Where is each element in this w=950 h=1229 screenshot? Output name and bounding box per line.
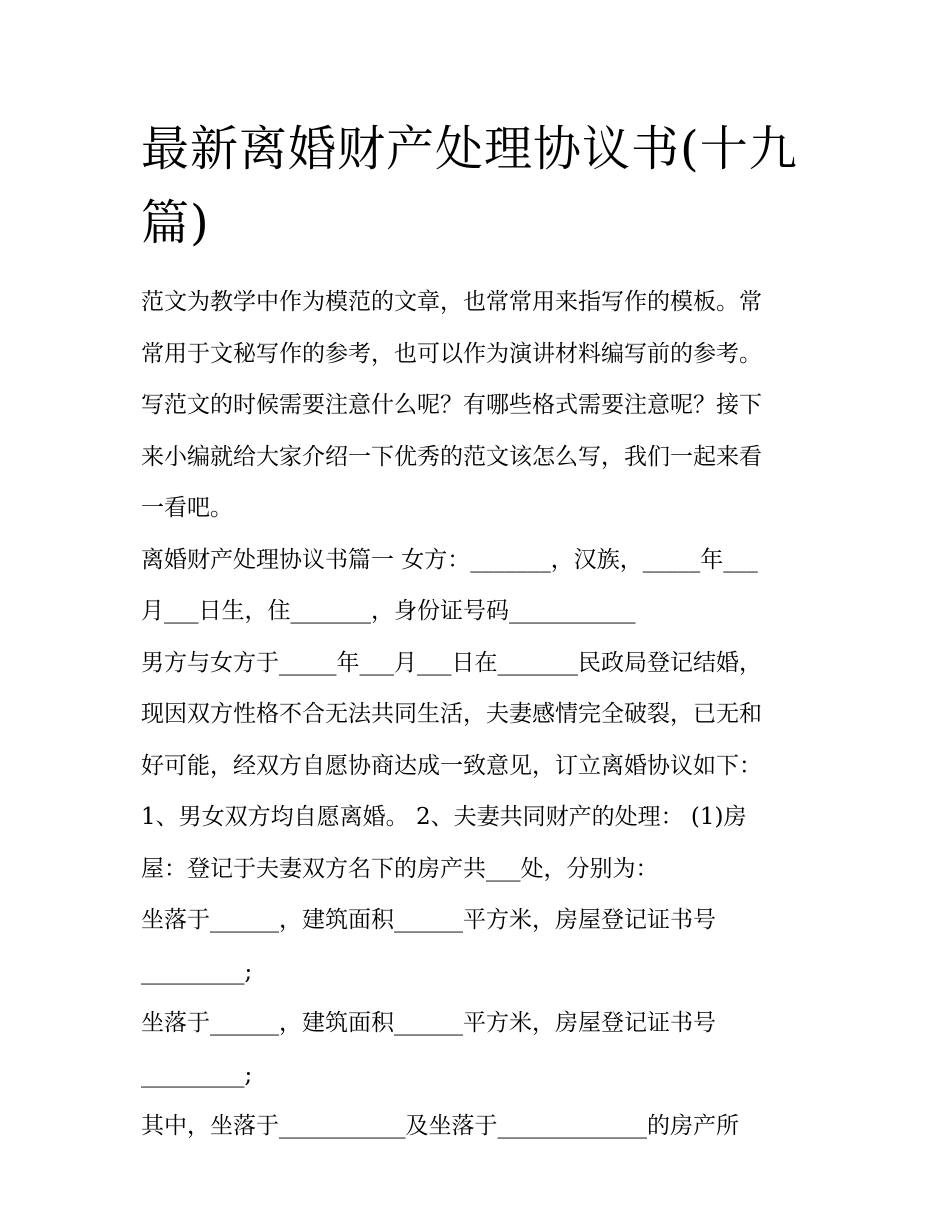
body-line: 范文为教学中作为模范的文章，也常常用来指写作的模板。常 <box>141 289 762 315</box>
body-line: 来小编就给大家介绍一下优秀的范文该怎么写，我们一起来看 <box>141 443 762 470</box>
body-line: 现因双方性格不合无法共同生活，夫妻感情完全破裂，已无和 <box>141 701 762 727</box>
body-line: 男方与女方于_____年___月___日在_______民政局登记结婚， <box>141 649 762 676</box>
body-line: 常用于文秘写作的参考，也可以作为演讲材料编写前的参考。 <box>141 340 762 367</box>
body-line: 其中，坐落于___________及坐落于_____________的房产所 <box>141 1113 739 1139</box>
document-body <box>141 277 831 1153</box>
body-line: 一看吧。 <box>141 495 233 521</box>
body-line: 1、男女双方均自愿离婚。 2、夫妻共同财产的处理： (1)房 <box>141 804 747 830</box>
body-line: _________; <box>141 1061 253 1088</box>
title-line-1: 最新离婚财产处理协议书(十九 <box>141 121 798 177</box>
body-line: 屋：登记于夫妻双方名下的房产共___处，分别为： <box>141 855 659 882</box>
document-title <box>141 112 831 260</box>
body-line: 月___日生，住_______，身份证号码___________ <box>141 598 636 624</box>
body-line: 坐落于______，建筑面积______平方米，房屋登记证书号 <box>141 1010 716 1036</box>
title-line-2: 篇) <box>141 195 210 251</box>
body-line: 写范文的时候需要注意什么呢？有哪些格式需要注意呢？接下 <box>141 392 762 418</box>
body-line: 离婚财产处理协议书篇一 女方：_______，汉族，_____年___ <box>141 546 758 573</box>
body-line: _________; <box>141 958 253 985</box>
body-line: 坐落于______，建筑面积______平方米，房屋登记证书号 <box>141 907 716 933</box>
body-line: 好可能，经双方自愿协商达成一致意见，订立离婚协议如下： <box>141 752 762 779</box>
